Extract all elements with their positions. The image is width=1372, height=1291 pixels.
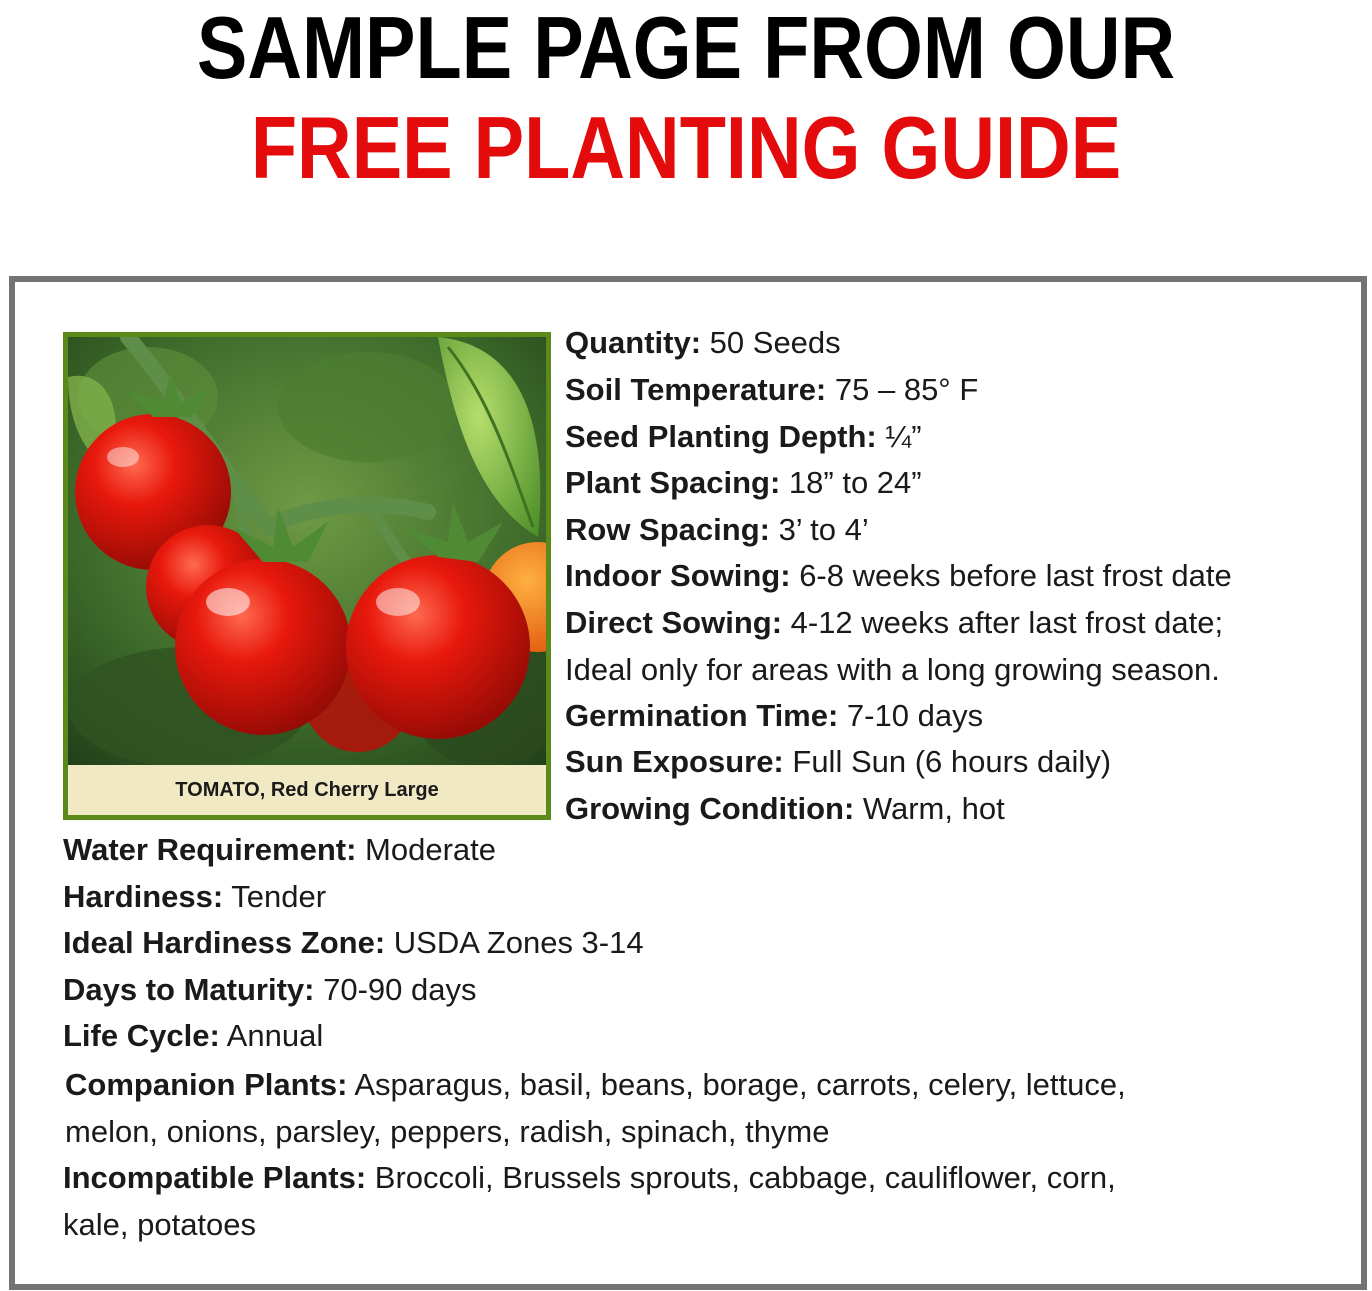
field-value: Broccoli, Brussels sprouts, cabbage, cauliflower, corn, [366,1160,1116,1195]
field-value: kale, potatoes [63,1207,257,1242]
field-value: 6-8 weeks before last frost date [790,558,1232,593]
field-growing-condition [565,791,1005,827]
field-ideal-hardiness-zone [63,925,644,961]
field-direct-sowing-continued [565,652,1220,688]
tomato-photo [68,337,546,765]
field-value: 50 Seeds [701,325,841,360]
field-label: Water Requirement: [63,832,357,867]
field-companion-plants-continued [65,1114,830,1150]
field-days-to-maturity [63,972,476,1008]
field-value: ¼” [876,419,922,454]
field-label: Row Spacing: [565,512,770,547]
field-sun-exposure [565,744,1111,780]
field-direct-sowing [565,605,1223,641]
field-value: 70-90 days [314,972,477,1007]
field-incompatible-plants [63,1160,1116,1196]
field-water-requirement [63,832,496,868]
field-label: Germination Time: [565,698,839,733]
field-seed-planting-depth [565,419,922,455]
tomato-fruit [346,555,530,739]
field-row-spacing [565,512,869,548]
field-value: Warm, hot [854,791,1005,826]
field-soil-temperature [565,372,978,408]
field-label: Sun Exposure: [565,744,784,779]
field-value: Asparagus, basil, beans, borage, carrots, celery, lettuce, [347,1067,1126,1102]
tomato-fruit [175,559,351,735]
field-label: Days to Maturity: [63,972,315,1007]
field-label: Direct Sowing: [565,605,783,640]
field-value: melon, onions, parsley, peppers, radish, spinach, thyme [65,1114,830,1149]
field-incompatible-plants-continued [63,1207,256,1243]
field-label: Incompatible Plants: [63,1160,367,1195]
field-value: Tender [223,879,327,914]
field-value: 7-10 days [838,698,984,733]
field-label: Companion Plants: [65,1067,348,1102]
field-value: Full Sun (6 hours daily) [783,744,1112,779]
field-value: 4-12 weeks after last frost date; [782,605,1224,640]
field-value: Annual [219,1018,324,1053]
field-label: Quantity: [565,325,702,360]
field-label: Seed Planting Depth: [565,419,877,454]
field-value: Ideal only for areas with a long growing season. [565,652,1220,687]
field-germination-time [565,698,983,734]
photo-caption: TOMATO, Red Cherry Large [175,779,439,801]
tomato-photo-frame [63,332,551,820]
field-label: Ideal Hardiness Zone: [63,925,386,960]
field-value: 18” to 24” [780,465,922,500]
field-value: 3’ to 4’ [769,512,869,547]
planting-guide-card [9,276,1367,1290]
field-quantity [565,325,841,361]
field-companion-plants [65,1067,1126,1103]
field-hardiness [63,879,326,915]
headline-free-planting-guide: FREE PLANTING GUIDE [250,98,1122,197]
field-label: Indoor Sowing: [565,558,791,593]
field-label: Life Cycle: [63,1018,220,1053]
field-label: Growing Condition: [565,791,855,826]
field-indoor-sowing [565,558,1232,594]
headline-sample-page: SAMPLE PAGE FROM OUR [196,0,1176,97]
field-life-cycle [63,1018,323,1054]
tomato-illustration [68,337,546,765]
field-value: Moderate [356,832,496,867]
field-value: USDA Zones 3-14 [385,925,644,960]
field-plant-spacing [565,465,922,501]
field-label: Soil Temperature: [565,372,827,407]
field-label: Plant Spacing: [565,465,781,500]
field-value: 75 – 85° F [826,372,979,407]
field-label: Hardiness: [63,879,224,914]
